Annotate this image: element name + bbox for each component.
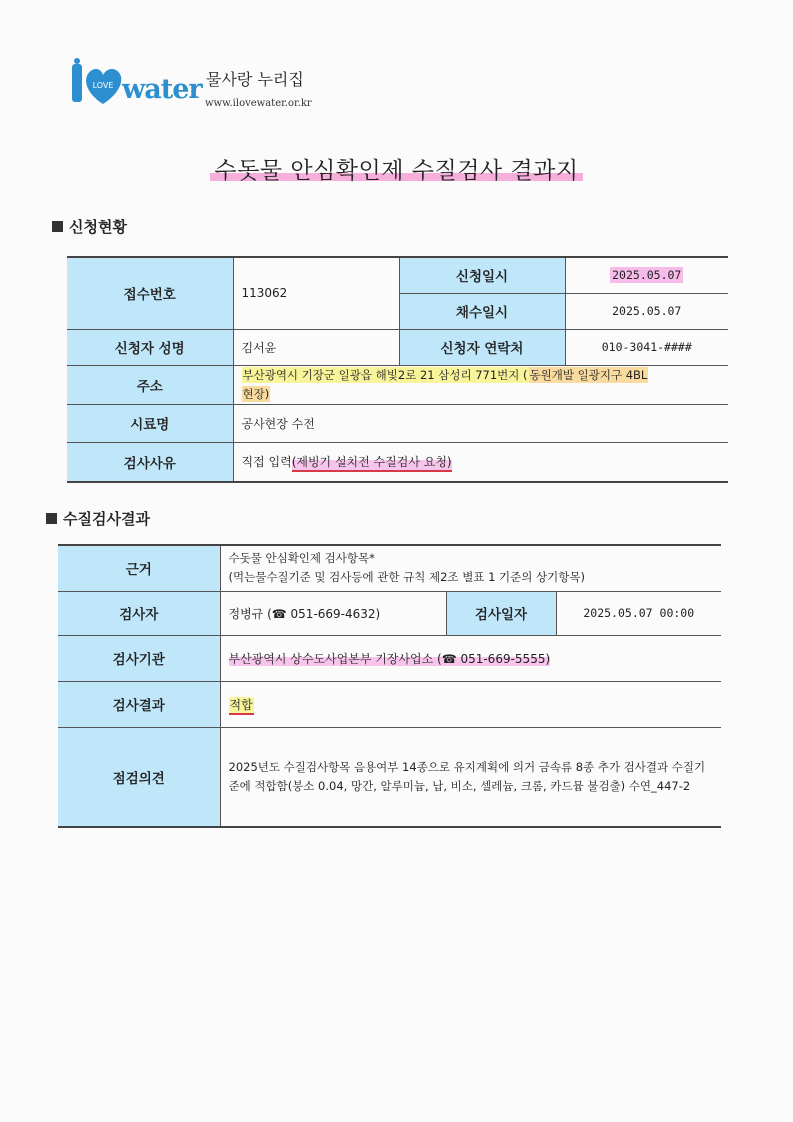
section-heading-results: 수질검사결과 — [46, 508, 150, 529]
logo-url: www.ilovewater.or.kr — [205, 98, 312, 109]
address-value: 부산광역시 기장군 일광읍 해빛2로 21 삼성리 771번지 ( 동원개발 일광지구 4BL 현장) — [233, 365, 728, 404]
agency-value: 부산광역시 상수도사업본부 기장사업소 (☎ 051-669-5555) — [228, 651, 551, 666]
sample-name-value: 공사현장 수전 — [233, 404, 728, 442]
basis-value: 수돗물 안심확인제 검사항목* (먹는물수질기준 및 검사등에 관한 규칙 제2조 별표 1 기준의 상기항목) — [220, 545, 721, 591]
document-title: 수돗물 안심확인제 수질검사 결과지 — [210, 158, 582, 184]
applicant-name-value: 김서윤 — [233, 329, 399, 365]
sample-name-label: 시료명 — [67, 404, 233, 442]
reason-label: 검사사유 — [67, 442, 233, 482]
receipt-number-label: 접수번호 — [67, 257, 233, 329]
logo-org-name: 물사랑 누리집 — [206, 70, 304, 89]
sample-date-label: 채수일시 — [399, 293, 565, 329]
address-label: 주소 — [67, 365, 233, 404]
logo — [70, 58, 330, 118]
applicant-contact-label: 신청자 연락처 — [399, 329, 565, 365]
results-table — [58, 544, 721, 828]
opinion-label: 점검의견 — [58, 727, 220, 827]
apply-date-value: 2025.05.07 — [612, 268, 682, 283]
section-heading-application: 신청현황 — [52, 216, 127, 237]
inspect-date-label: 검사일자 — [446, 591, 556, 635]
agency-label: 검사기관 — [58, 635, 220, 681]
inspector-value: 정병규 (☎ 051-669-4632) — [220, 591, 446, 635]
applicant-name-label: 신청자 성명 — [67, 329, 233, 365]
result-label: 검사결과 — [58, 681, 220, 727]
reason-value: 직접 입력(제빙기 설치전 수질검사 요청) — [233, 442, 728, 482]
document-title-wrap — [0, 152, 793, 185]
basis-label: 근거 — [58, 545, 220, 591]
receipt-number-value: 113062 — [233, 257, 399, 329]
reason-highlighted-text: (제빙기 설치전 수질검사 요청) — [292, 455, 452, 472]
apply-date-label: 신청일시 — [399, 257, 565, 293]
sample-date-value: 2025.05.07 — [565, 293, 728, 329]
application-table — [67, 256, 728, 483]
svg-text:LOVE: LOVE — [92, 81, 114, 90]
result-value: 적합 — [229, 697, 254, 715]
square-bullet-icon — [46, 513, 57, 524]
result-cell — [220, 681, 721, 727]
logo-wordmark: water — [122, 74, 202, 105]
agency-cell — [220, 635, 721, 681]
inspect-date-value: 2025.05.07 00:00 — [556, 591, 721, 635]
apply-date-cell — [565, 257, 728, 293]
opinion-value: 2025년도 수질검사항목 음용여부 14종으로 유지계획에 의거 금속류 8종 추가 검사결과 수질기준에 적합함(붕소 0.04, 망간, 알루미늄, 납, 비소, 셀레늄, 크롬, 카드뮴 불검출) 수연_447-2 — [220, 727, 721, 827]
applicant-contact-value: 010-3041-#### — [565, 329, 728, 365]
square-bullet-icon — [52, 221, 63, 232]
inspector-label: 검사자 — [58, 591, 220, 635]
